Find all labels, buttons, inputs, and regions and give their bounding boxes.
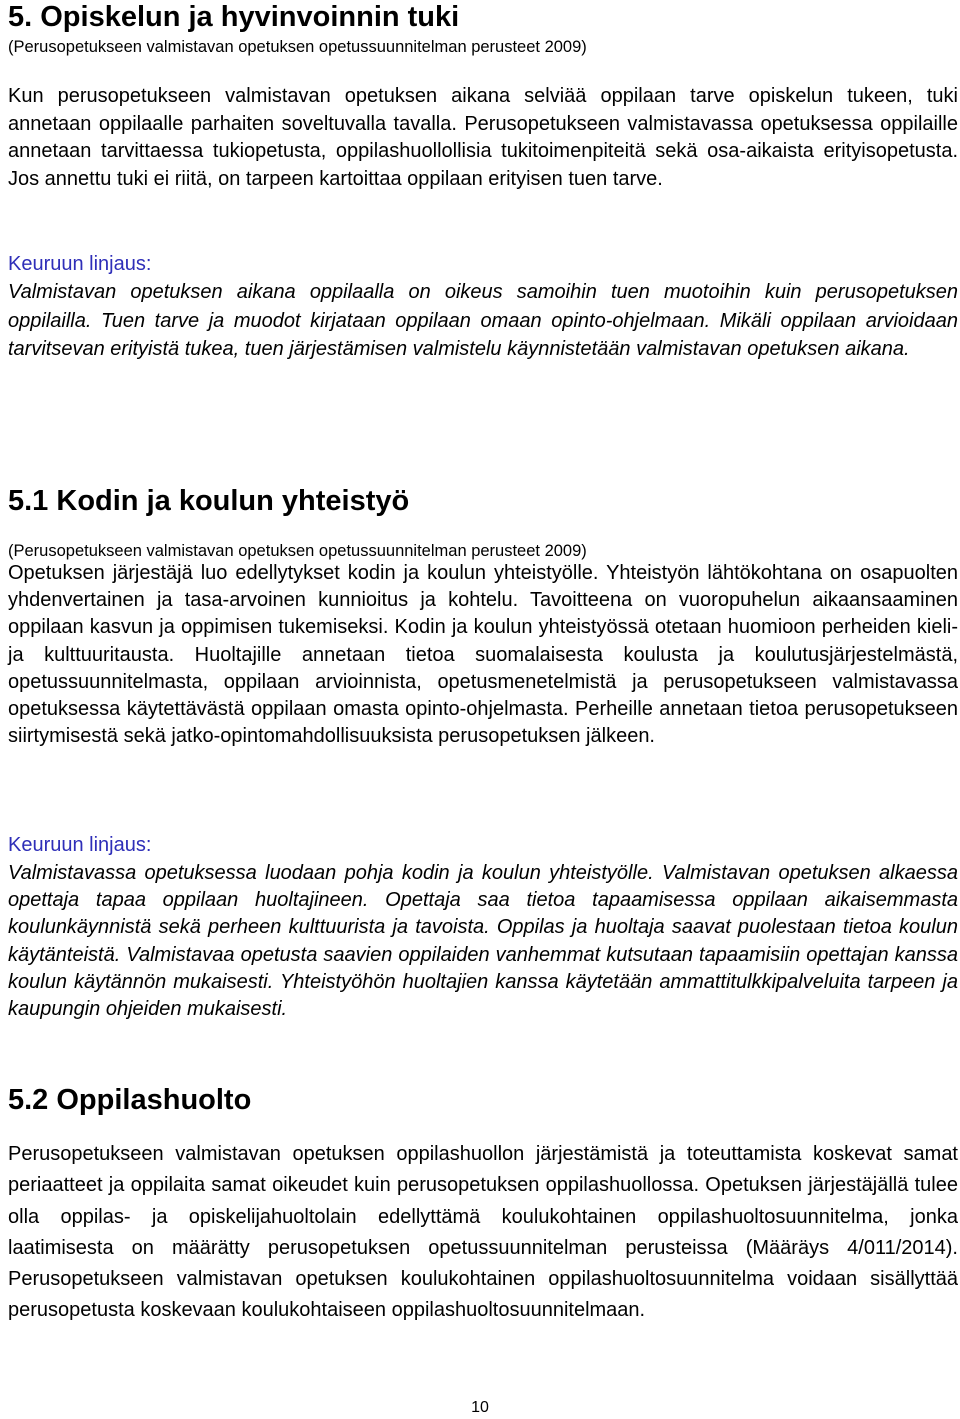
- section-5-body: Kun perusopetukseen valmistavan opetuksen aikana selviää oppilaan tarve opiskelun tukeen, tuki annetaan oppilaalle parhaiten soveltuvalla tavalla. Perusopetukseen valmistavassa opetuksessa oppilaille annetaan tarvittaessa tukiopetusta, oppilashuollollisia tukitoimenpiteitä sekä osa-aikaista erityisopetusta. Jos annettu tuki ei riitä, on tarpeen kartoittaa oppilaan erityisen tuen tarve.: [8, 85, 958, 190]
- section-5-1-policy-text: Valmistavassa opetuksessa luodaan pohja kodin ja koulun yhteistyölle. Valmistavan opetuksen alkaessa opettaja tapaa oppilaan huoltajineen. Opettaja saa tietoa tapaamisessa oppilaan aikaisemmasta koulunkäynnistä sekä perheen kulttuurista ja tavoista. Oppilas ja huoltaja saavat puolestaan tietoa koulun käytänteistä. Valmistavaa opetusta saavien oppilaiden vanhemmat kutsutaan tapaamisiin opettajan kanssa koulun käytännön mukaisesti. Yhteistyöhön huoltajien kanssa käytetään ammattitulkkipalveluita tarpeen ja kaupungin ohjeiden mukaisesti.: [8, 862, 958, 1021]
- section-5-1-policy-label: Keuruun linjaus:: [8, 834, 152, 856]
- section-5-policy-label: Keuruun linjaus:: [8, 253, 152, 275]
- section-5-1-body: Opetuksen järjestäjä luo edellytykset kodin ja koulun yhteistyölle. Yhteistyön lähtökohtana on osapuolten yhdenvertainen ja tasa-arvoinen kunnioitus ja kohtelu. Tavoitteena on vuoropuhelun aikaansaaminen oppilaan kasvun ja oppimisen tukemiseksi. Kodin ja koulun yhteistyössä otetaan huomioon perheiden kieli- ja kulttuuritausta. Huoltajille annetaan tietoa suomalaisesta koulusta ja koulutusjärjestelmästä, opetussuunnitelmasta, oppilaan arvioinnista, opetusmenetelmistä ja perusopetukseen valmistavassa opetuksessa käytettävästä oppilaan omasta opinto-ohjelmasta. Perheille annetaan tietoa perusopetukseen siirtymisestä sekä jatko-opintomahdollisuuksista perusopetuksen jälkeen.: [8, 562, 958, 748]
- page-number: 10: [471, 1399, 489, 1416]
- section-5-heading: 5. Opiskelun ja hyvinvoinnin tuki: [8, 1, 460, 33]
- section-5-1-heading: 5.1 Kodin ja koulun yhteistyö: [8, 485, 410, 517]
- section-5-source-note: (Perusopetukseen valmistavan opetuksen opetussuunnitelman perusteet 2009): [8, 38, 587, 56]
- section-5-policy-text: Valmistavan opetuksen aikana oppilaalla on oikeus samoihin tuen muotoihin kuin perusopetuksen oppilailla. Tuen tarve ja muodot kirjataan oppilaan omaan opinto-ohjelmaan. Mikäli oppilaan arvioidaan tarvitsevan erityistä tukea, tuen järjestämisen valmistelu käynnistetään valmistavan opetuksen aikana.: [8, 281, 958, 360]
- section-5-2-body: Perusopetukseen valmistavan opetuksen oppilashuollon järjestämistä ja toteuttamista koskevat samat periaatteet ja oppilaita samat oikeudet kuin perusopetuksen oppilashuollossa. Opetuksen järjestäjällä tulee olla oppilas- ja opiskelijahuoltolain edellyttämä koulukohtainen oppilashuoltosuunnitelma, jonka laatimisesta on määrätty perusopetuksen opetussuunnitelman perusteissa (Määräys 4/011/2014). Perusopetukseen valmistavan opetuksen koulukohtainen oppilashuoltosuunnitelma voidaan sisällyttää perusopetusta koskevaan koulukohtaiseen oppilashuoltosuunnitelmaan.: [8, 1143, 958, 1322]
- section-5-2-heading: 5.2 Oppilashuolto: [8, 1084, 252, 1116]
- section-5-1-source-note: (Perusopetukseen valmistavan opetuksen opetussuunnitelman perusteet 2009): [8, 542, 587, 560]
